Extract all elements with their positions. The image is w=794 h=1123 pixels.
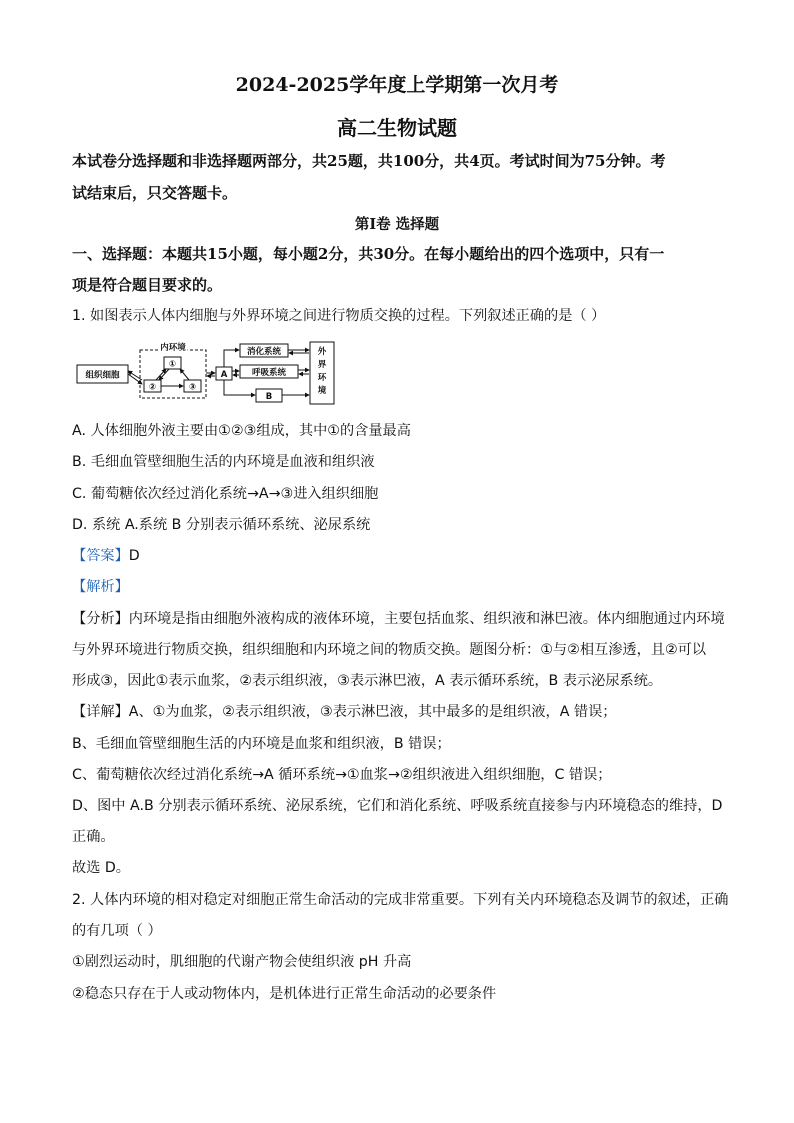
node-1-label: ①	[168, 359, 177, 370]
node-2-label: ②	[148, 382, 157, 393]
q1-option-c: C. 葡萄糖依次经过消化系统→A→③进入组织细胞	[72, 486, 379, 502]
instructions-line-2: 项是符合题目要求的。	[72, 276, 223, 294]
intro-line-1: 本试卷分选择题和非选择题两部分，共25题，共100分，共4页。考试时间为75分钟。考	[72, 152, 666, 170]
xiangjie-line-4: D、图中 A.B 分别表示循环系统、泌尿系统，它们和消化系统、呼吸系统直接参与内环境稳态的维持，D	[72, 798, 723, 814]
outer-env-char-1: 外	[317, 347, 327, 357]
q1-option-b: B. 毛细血管壁细胞生活的内环境是血液和组织液	[72, 454, 375, 470]
intro-line-2: 试结束后，只交答题卡。	[72, 184, 238, 202]
exchange-diagram	[76, 340, 338, 408]
question-2-stem-2: 的有几项（ ）	[72, 923, 162, 939]
answer-tag: 【答案】	[72, 548, 129, 564]
instructions-line-1: 一、选择题：本题共15小题，每小题2分，共30分。在每小题给出的四个选项中，只有一	[72, 245, 665, 263]
xiangjie-line-5: 正确。	[72, 829, 115, 845]
question-1-stem: 1. 如图表示人体内细胞与外界环境之间进行物质交换的过程。下列叙述正确的是（ ）	[72, 308, 606, 324]
q2-item-2: ②稳态只存在于人或动物体内，是机体进行正常生命活动的必要条件	[72, 986, 497, 1002]
q2-item-1: ①剧烈运动时，肌细胞的代谢产物会使组织液 pH 升高	[72, 954, 412, 970]
exam-subtitle: 高二生物试题	[337, 116, 457, 140]
system-b-label: B	[265, 392, 273, 402]
fenxi-tag: 【分析】	[72, 611, 129, 627]
xiangjie-line-1	[72, 702, 732, 722]
exchange-diagram-svg	[76, 340, 338, 408]
outer-env-char-2: 界	[317, 360, 327, 370]
section-heading: 第Ⅰ卷 选择题	[354, 216, 440, 233]
fenxi-line-2: 与外界环境进行物质交换，组织细胞和内环境之间的物质交换。题图分析：①与②相互渗透，且②可以	[72, 642, 707, 658]
q1-option-d: D. 系统 A.系统 B 分别表示循环系统、泌尿系统	[72, 517, 371, 533]
fenxi-text-1: 内环境是指由细胞外液构成的液体环境，主要包括血浆、组织液和淋巴液。体内细胞通过内环境	[128, 611, 725, 627]
xiangjie-text-1: A、①为血浆，②表示组织液，③表示淋巴液，其中最多的是组织液，A 错误；	[128, 704, 617, 720]
answer-value: D	[128, 548, 140, 564]
internal-environment-label: 内环境	[160, 343, 186, 353]
exam-title: 2024-2025学年度上学期第一次月考	[235, 74, 559, 96]
analysis-line	[72, 577, 732, 597]
system-a-label: A	[220, 370, 228, 380]
fenxi-line-3: 形成③，因此①表示血浆，②表示组织液，③表示淋巴液，A 表示循环系统，B 表示泌尿系统。	[72, 673, 663, 689]
node-3-label: ③	[188, 382, 197, 393]
xiangjie-line-2: B、毛细血管壁细胞生活的内环境是血浆和组织液，B 错误；	[72, 736, 451, 752]
fenxi-line-1	[72, 609, 732, 629]
tissue-cell-label: 组织细胞	[85, 370, 120, 381]
outer-env-char-3: 环	[317, 373, 327, 383]
xiangjie-line-3: C、葡萄糖依次经过消化系统→A 循环系统→①血浆→②组织液进入组织细胞，C 错误；	[72, 767, 612, 783]
xiangjie-line-6: 故选 D。	[72, 860, 130, 876]
digestive-system-label: 消化系统	[246, 347, 282, 357]
outer-env-char-4: 境	[317, 386, 327, 396]
analysis-tag: 【解析】	[72, 579, 129, 595]
respiratory-system-label: 呼吸系统	[251, 368, 287, 378]
q1-option-a: A. 人体细胞外液主要由①②③组成，其中①的含量最高	[72, 423, 411, 439]
question-2-stem-1: 2. 人体内环境的相对稳定对细胞正常生命活动的完成非常重要。下列有关内环境稳态及调节的叙述，正确	[72, 892, 729, 908]
xiangjie-tag: 【详解】	[72, 704, 129, 720]
answer-line	[72, 546, 732, 566]
